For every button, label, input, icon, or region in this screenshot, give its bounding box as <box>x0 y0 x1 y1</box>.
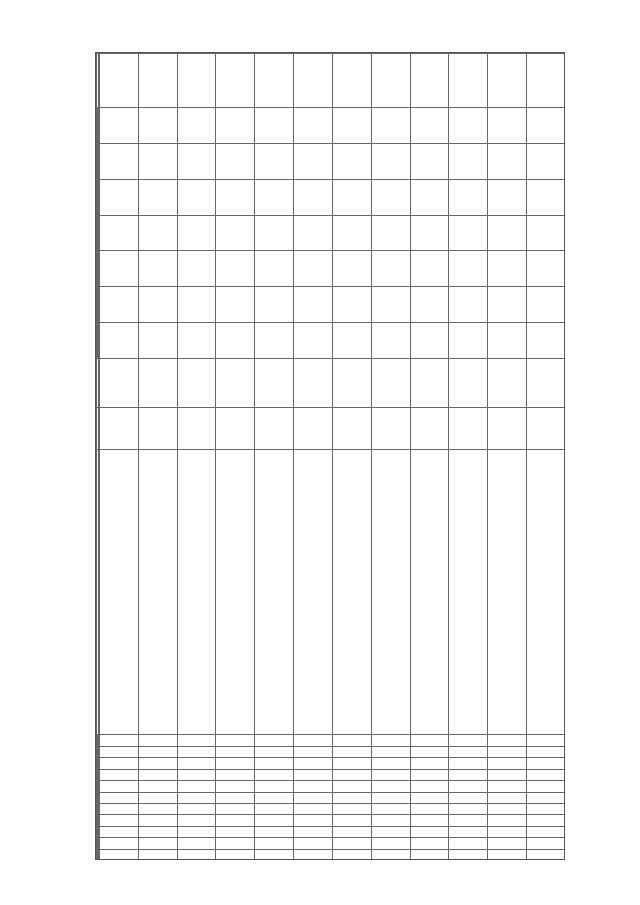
year-value-cell <box>488 143 527 179</box>
code-cell <box>216 781 255 792</box>
description-cell <box>332 450 371 735</box>
unit-cell <box>177 407 216 449</box>
table-row <box>216 54 255 861</box>
code-cell <box>100 826 139 837</box>
code-cell <box>294 815 333 826</box>
code-cell <box>332 781 371 792</box>
year-value-cell <box>371 215 410 251</box>
year-value-cell <box>138 251 177 287</box>
year-value-cell <box>527 287 565 323</box>
final-value-cell <box>410 54 449 108</box>
year-value-cell <box>216 179 255 215</box>
description-cell <box>371 450 410 735</box>
year-value-cell <box>177 179 216 215</box>
code-cell <box>255 735 294 747</box>
year-value-cell <box>255 215 294 251</box>
year-value-cell <box>255 179 294 215</box>
code-cell <box>488 815 527 826</box>
final-value-cell <box>294 54 333 108</box>
year-value-cell <box>216 215 255 251</box>
final-value-cell <box>177 54 216 108</box>
table-row <box>177 54 216 861</box>
code-cell <box>216 769 255 780</box>
code-cell <box>294 803 333 814</box>
year-value-cell <box>100 107 139 143</box>
table-row <box>332 54 371 861</box>
final-value-cell <box>216 54 255 108</box>
baseline-cell <box>527 358 565 407</box>
code-cell <box>527 849 565 860</box>
code-cell <box>332 746 371 757</box>
code-cell <box>138 803 177 814</box>
code-cell <box>138 815 177 826</box>
year-value-cell <box>332 143 371 179</box>
code-cell <box>449 803 488 814</box>
program-table <box>96 53 565 860</box>
code-cell <box>527 781 565 792</box>
code-cell <box>100 815 139 826</box>
code-cell <box>449 735 488 747</box>
code-cell <box>488 781 527 792</box>
year-value-cell <box>255 323 294 359</box>
code-cell <box>332 769 371 780</box>
code-cell <box>177 792 216 803</box>
code-cell <box>371 746 410 757</box>
code-cell <box>294 758 333 769</box>
year-value-cell <box>177 251 216 287</box>
year-value-cell <box>216 143 255 179</box>
code-cell <box>138 849 177 860</box>
year-value-cell <box>371 107 410 143</box>
year-value-cell <box>410 215 449 251</box>
year-value-cell <box>138 107 177 143</box>
baseline-cell <box>488 358 527 407</box>
description-cell <box>216 450 255 735</box>
code-cell <box>177 735 216 747</box>
year-value-cell <box>371 251 410 287</box>
code-cell <box>100 746 139 757</box>
code-cell <box>255 815 294 826</box>
year-value-cell <box>255 287 294 323</box>
final-value-cell <box>371 54 410 108</box>
code-cell <box>100 781 139 792</box>
year-value-cell <box>449 179 488 215</box>
code-cell <box>410 815 449 826</box>
code-cell <box>488 849 527 860</box>
year-value-cell <box>332 251 371 287</box>
baseline-cell <box>294 358 333 407</box>
year-value-cell <box>371 179 410 215</box>
baseline-cell <box>410 358 449 407</box>
code-cell <box>255 849 294 860</box>
code-cell <box>488 746 527 757</box>
code-cell <box>410 803 449 814</box>
table-row <box>100 54 139 861</box>
code-cell <box>449 769 488 780</box>
code-cell <box>410 758 449 769</box>
description-cell <box>294 450 333 735</box>
year-value-cell <box>138 323 177 359</box>
final-value-cell <box>332 54 371 108</box>
code-cell <box>488 758 527 769</box>
description-cell <box>527 450 565 735</box>
baseline-cell <box>177 358 216 407</box>
year-value-cell <box>216 251 255 287</box>
year-value-cell <box>294 107 333 143</box>
code-cell <box>138 746 177 757</box>
code-cell <box>216 803 255 814</box>
code-cell <box>449 781 488 792</box>
year-value-cell <box>449 107 488 143</box>
code-cell <box>410 826 449 837</box>
code-cell <box>332 815 371 826</box>
year-value-cell <box>527 179 565 215</box>
code-cell <box>527 746 565 757</box>
code-cell <box>449 838 488 849</box>
unit-cell <box>332 407 371 449</box>
year-value-cell <box>449 215 488 251</box>
year-value-cell <box>488 107 527 143</box>
code-cell <box>138 826 177 837</box>
year-value-cell <box>100 323 139 359</box>
unit-cell <box>216 407 255 449</box>
rotated-sheet <box>95 52 565 860</box>
code-cell <box>177 803 216 814</box>
description-cell <box>449 450 488 735</box>
year-value-cell <box>332 323 371 359</box>
code-cell <box>410 781 449 792</box>
code-cell <box>216 792 255 803</box>
year-value-cell <box>527 323 565 359</box>
code-cell <box>449 849 488 860</box>
year-value-cell <box>216 107 255 143</box>
year-value-cell <box>216 287 255 323</box>
code-cell <box>294 838 333 849</box>
code-cell <box>527 769 565 780</box>
code-cell <box>216 758 255 769</box>
baseline-cell <box>371 358 410 407</box>
table-row <box>527 54 565 861</box>
code-cell <box>255 826 294 837</box>
year-value-cell <box>371 323 410 359</box>
code-cell <box>449 815 488 826</box>
year-value-cell <box>449 143 488 179</box>
final-value-cell <box>100 54 139 108</box>
code-cell <box>177 826 216 837</box>
code-cell <box>488 792 527 803</box>
code-cell <box>332 803 371 814</box>
code-cell <box>216 838 255 849</box>
description-cell <box>410 450 449 735</box>
code-cell <box>527 838 565 849</box>
year-value-cell <box>527 251 565 287</box>
code-cell <box>332 735 371 747</box>
year-value-cell <box>294 215 333 251</box>
code-cell <box>255 746 294 757</box>
code-cell <box>449 746 488 757</box>
code-cell <box>294 735 333 747</box>
year-value-cell <box>138 179 177 215</box>
year-value-cell <box>332 287 371 323</box>
rotated-table-wrapper <box>96 53 565 860</box>
description-cell <box>488 450 527 735</box>
code-cell <box>527 826 565 837</box>
code-cell <box>371 792 410 803</box>
code-cell <box>527 758 565 769</box>
year-value-cell <box>294 179 333 215</box>
code-cell <box>488 826 527 837</box>
code-cell <box>255 803 294 814</box>
code-cell <box>100 849 139 860</box>
code-cell <box>255 838 294 849</box>
code-cell <box>138 758 177 769</box>
year-value-cell <box>332 215 371 251</box>
year-value-cell <box>449 251 488 287</box>
code-cell <box>371 838 410 849</box>
year-value-cell <box>488 179 527 215</box>
table-row <box>138 54 177 861</box>
code-cell <box>100 758 139 769</box>
code-cell <box>294 781 333 792</box>
description-cell <box>138 450 177 735</box>
code-cell <box>449 792 488 803</box>
year-value-cell <box>488 287 527 323</box>
code-cell <box>216 746 255 757</box>
year-value-cell <box>294 323 333 359</box>
code-cell <box>255 769 294 780</box>
year-value-cell <box>527 107 565 143</box>
code-cell <box>332 849 371 860</box>
code-cell <box>371 758 410 769</box>
year-value-cell <box>449 287 488 323</box>
description-cell <box>255 450 294 735</box>
code-cell <box>332 792 371 803</box>
code-cell <box>527 792 565 803</box>
code-cell <box>100 769 139 780</box>
year-value-cell <box>527 215 565 251</box>
code-cell <box>216 815 255 826</box>
code-cell <box>371 849 410 860</box>
code-cell <box>294 826 333 837</box>
code-cell <box>216 826 255 837</box>
code-cell <box>138 735 177 747</box>
code-cell <box>488 803 527 814</box>
table-row <box>255 54 294 861</box>
year-value-cell <box>177 143 216 179</box>
year-value-cell <box>100 179 139 215</box>
final-value-cell <box>527 54 565 108</box>
code-cell <box>177 758 216 769</box>
year-value-cell <box>177 215 216 251</box>
unit-cell <box>449 407 488 449</box>
table-row <box>449 54 488 861</box>
code-cell <box>449 826 488 837</box>
code-cell <box>177 781 216 792</box>
year-value-cell <box>332 107 371 143</box>
year-value-cell <box>177 323 216 359</box>
code-cell <box>100 803 139 814</box>
baseline-cell <box>100 358 139 407</box>
year-value-cell <box>138 287 177 323</box>
code-cell <box>294 792 333 803</box>
baseline-cell <box>332 358 371 407</box>
description-cell <box>100 450 139 735</box>
code-cell <box>371 803 410 814</box>
code-cell <box>216 735 255 747</box>
year-value-cell <box>527 143 565 179</box>
baseline-cell <box>138 358 177 407</box>
code-cell <box>100 792 139 803</box>
code-cell <box>527 803 565 814</box>
code-cell <box>527 815 565 826</box>
unit-cell <box>527 407 565 449</box>
year-value-cell <box>371 287 410 323</box>
code-cell <box>177 815 216 826</box>
unit-cell <box>488 407 527 449</box>
final-value-cell <box>255 54 294 108</box>
code-cell <box>177 849 216 860</box>
year-value-cell <box>294 287 333 323</box>
final-value-cell <box>138 54 177 108</box>
year-value-cell <box>449 323 488 359</box>
year-value-cell <box>332 179 371 215</box>
code-cell <box>294 849 333 860</box>
baseline-cell <box>449 358 488 407</box>
code-cell <box>410 792 449 803</box>
year-value-cell <box>255 107 294 143</box>
year-value-cell <box>410 143 449 179</box>
year-value-cell <box>138 143 177 179</box>
year-value-cell <box>100 287 139 323</box>
year-value-cell <box>177 287 216 323</box>
code-cell <box>255 792 294 803</box>
description-cell <box>177 450 216 735</box>
year-value-cell <box>100 251 139 287</box>
code-cell <box>371 815 410 826</box>
year-value-cell <box>255 143 294 179</box>
code-cell <box>371 826 410 837</box>
year-value-cell <box>410 287 449 323</box>
code-cell <box>216 849 255 860</box>
unit-cell <box>255 407 294 449</box>
year-value-cell <box>177 107 216 143</box>
year-value-cell <box>216 323 255 359</box>
code-cell <box>371 735 410 747</box>
table-row <box>410 54 449 861</box>
year-value-cell <box>410 107 449 143</box>
year-value-cell <box>138 215 177 251</box>
code-cell <box>177 746 216 757</box>
code-cell <box>410 838 449 849</box>
unit-cell <box>138 407 177 449</box>
code-cell <box>177 769 216 780</box>
year-value-cell <box>100 143 139 179</box>
year-value-cell <box>255 251 294 287</box>
code-cell <box>255 781 294 792</box>
code-cell <box>371 769 410 780</box>
unit-cell <box>371 407 410 449</box>
year-value-cell <box>488 323 527 359</box>
final-value-cell <box>488 54 527 108</box>
code-cell <box>332 758 371 769</box>
table-row <box>294 54 333 861</box>
unit-cell <box>410 407 449 449</box>
code-cell <box>410 735 449 747</box>
year-value-cell <box>410 323 449 359</box>
code-cell <box>100 838 139 849</box>
year-value-cell <box>410 179 449 215</box>
table-body <box>100 54 566 861</box>
code-cell <box>138 769 177 780</box>
code-cell <box>294 746 333 757</box>
unit-cell <box>294 407 333 449</box>
table-row <box>488 54 527 861</box>
year-value-cell <box>100 215 139 251</box>
baseline-cell <box>255 358 294 407</box>
code-cell <box>177 838 216 849</box>
code-cell <box>138 792 177 803</box>
code-cell <box>138 838 177 849</box>
code-cell <box>138 781 177 792</box>
code-cell <box>294 769 333 780</box>
code-cell <box>332 826 371 837</box>
table-row <box>371 54 410 861</box>
code-cell <box>410 849 449 860</box>
year-value-cell <box>410 251 449 287</box>
code-cell <box>410 746 449 757</box>
code-cell <box>332 838 371 849</box>
code-cell <box>488 735 527 747</box>
year-value-cell <box>488 215 527 251</box>
year-value-cell <box>294 251 333 287</box>
code-cell <box>527 735 565 747</box>
code-cell <box>371 781 410 792</box>
code-cell <box>488 838 527 849</box>
year-value-cell <box>371 143 410 179</box>
code-cell <box>100 735 139 747</box>
year-value-cell <box>488 251 527 287</box>
final-value-cell <box>449 54 488 108</box>
code-cell <box>410 769 449 780</box>
baseline-cell <box>216 358 255 407</box>
year-value-cell <box>294 143 333 179</box>
code-cell <box>255 758 294 769</box>
unit-cell <box>100 407 139 449</box>
code-cell <box>488 769 527 780</box>
code-cell <box>449 758 488 769</box>
